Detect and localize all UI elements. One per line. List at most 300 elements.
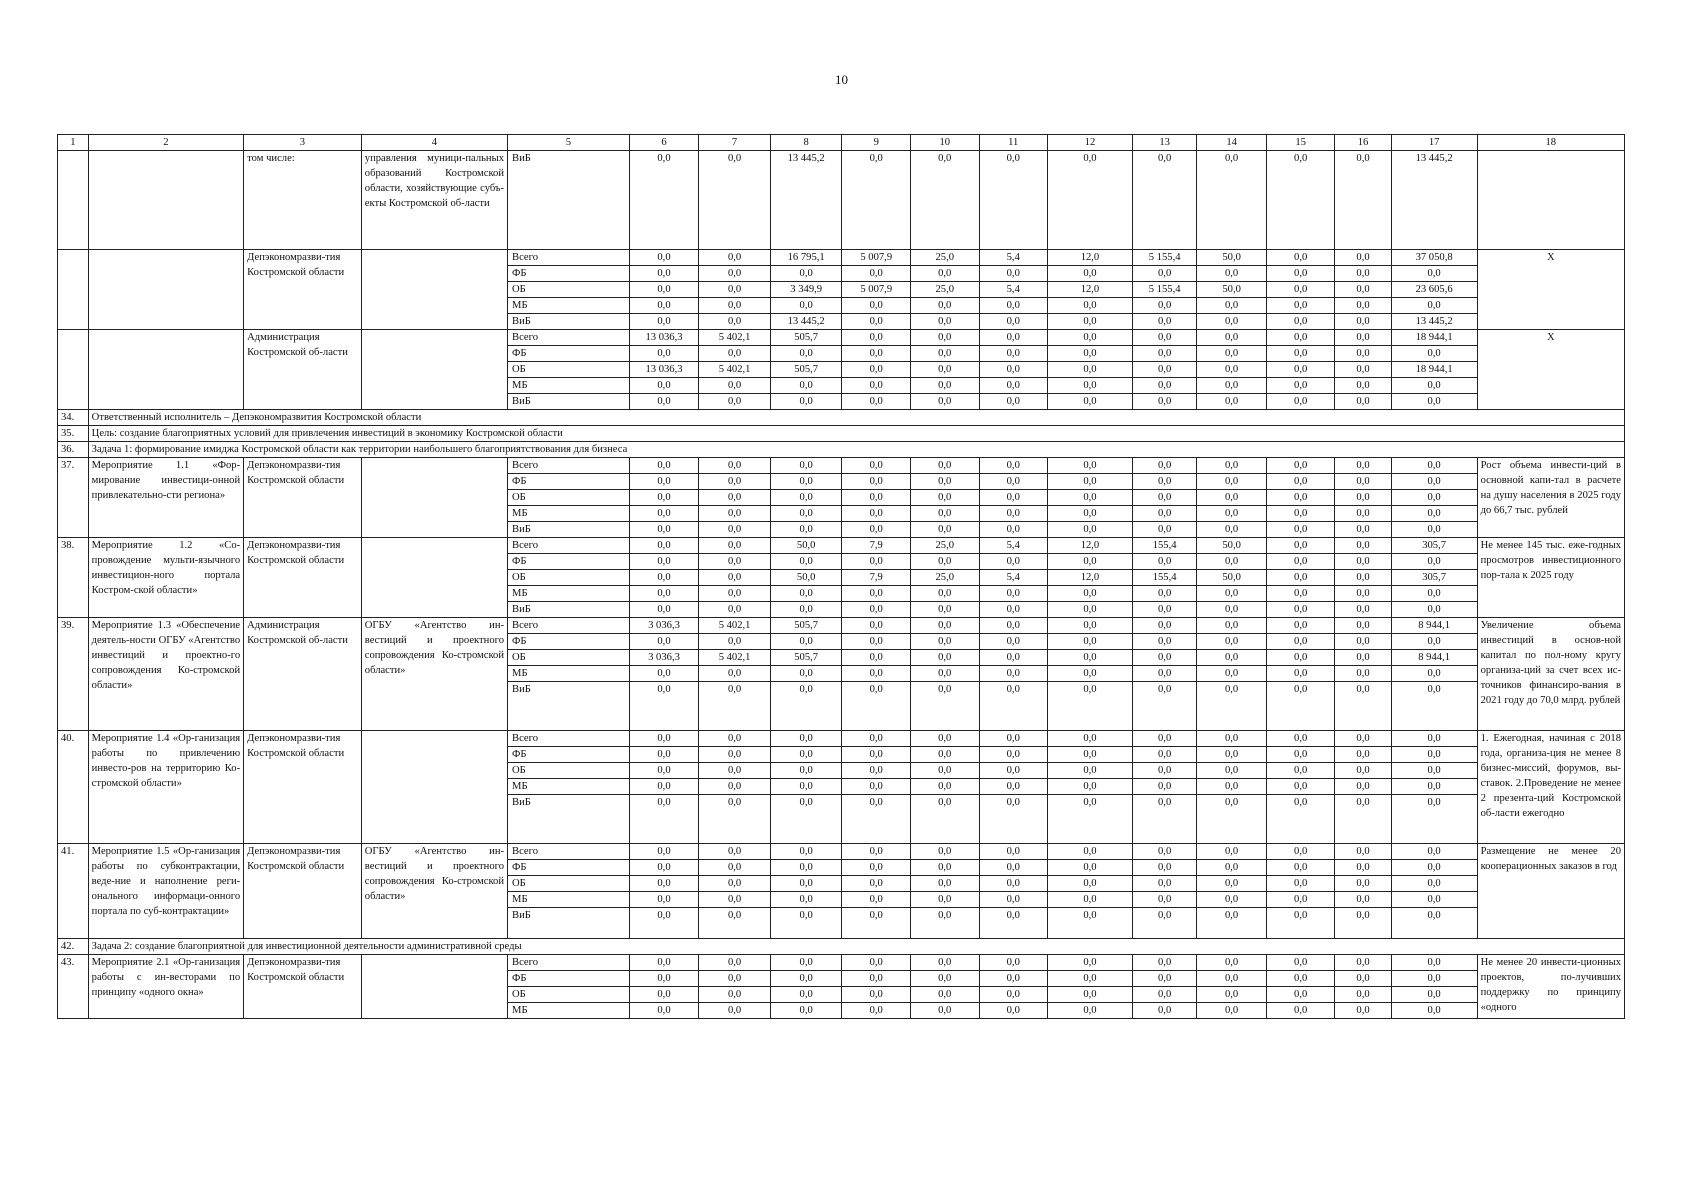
value-cell: 0,0 xyxy=(629,490,699,506)
column-number-cell: 3 xyxy=(244,135,362,151)
value-cell: 0,0 xyxy=(842,795,911,844)
section-row xyxy=(58,939,1625,955)
funding-source-cell: МБ xyxy=(508,779,630,795)
value-cell: 0,0 xyxy=(770,795,842,844)
result-cell: Размещение не менее 20 кооперационных заказов в год xyxy=(1477,844,1624,939)
value-cell: 0,0 xyxy=(699,682,771,731)
value-cell: 0,0 xyxy=(770,666,842,682)
column-number-cell: 14 xyxy=(1197,135,1267,151)
value-cell: 0,0 xyxy=(1132,987,1196,1003)
value-cell: 0,0 xyxy=(1197,330,1267,346)
funding-source-cell: ВиБ xyxy=(508,682,630,731)
value-cell: 0,0 xyxy=(842,908,911,939)
value-cell: 0,0 xyxy=(1335,987,1391,1003)
value-cell: 0,0 xyxy=(1048,554,1133,570)
value-cell: 0,0 xyxy=(979,955,1048,971)
value-cell: 0,0 xyxy=(1335,586,1391,602)
section-title-cell: Цель: создание благоприятных условий для привлечения инвестиций в экономику Костромской области xyxy=(88,426,1624,442)
value-cell: 13 036,3 xyxy=(629,330,699,346)
value-cell: 0,0 xyxy=(842,892,911,908)
value-cell: 13 445,2 xyxy=(770,314,842,330)
value-cell: 12,0 xyxy=(1048,282,1133,298)
value-cell: 0,0 xyxy=(1266,362,1335,378)
partner-cell xyxy=(361,538,507,618)
value-cell: 0,0 xyxy=(1266,378,1335,394)
value-cell: 0,0 xyxy=(1266,330,1335,346)
value-cell: 0,0 xyxy=(1048,151,1133,250)
value-cell: 0,0 xyxy=(979,314,1048,330)
value-cell: 0,0 xyxy=(770,844,842,860)
result-cell: Увеличение объема инвестиций в основ-ной капитал по пол-ному кругу организа-ций за счет всех ис-точников финансиро-вания в 2021 году до 70,0 млрд. рублей xyxy=(1477,618,1624,731)
value-cell: 0,0 xyxy=(910,266,979,282)
value-cell: 0,0 xyxy=(1197,266,1267,282)
funding-source-cell: ОБ xyxy=(508,490,630,506)
value-cell: 0,0 xyxy=(1391,955,1477,971)
value-cell: 0,0 xyxy=(1048,346,1133,362)
measure-cell xyxy=(88,250,243,330)
value-cell: 0,0 xyxy=(1391,892,1477,908)
value-cell: 0,0 xyxy=(770,860,842,876)
value-cell: 0,0 xyxy=(1391,987,1477,1003)
value-cell: 0,0 xyxy=(1197,955,1267,971)
value-cell: 0,0 xyxy=(629,570,699,586)
value-cell: 0,0 xyxy=(770,987,842,1003)
value-cell: 0,0 xyxy=(1132,1003,1196,1019)
column-number-cell: 10 xyxy=(910,135,979,151)
value-cell: 0,0 xyxy=(910,908,979,939)
value-cell: 0,0 xyxy=(910,522,979,538)
value-cell: 25,0 xyxy=(910,282,979,298)
value-cell: 0,0 xyxy=(1266,892,1335,908)
value-cell: 305,7 xyxy=(1391,570,1477,586)
value-cell: 0,0 xyxy=(910,876,979,892)
value-cell: 0,0 xyxy=(1335,266,1391,282)
value-cell: 0,0 xyxy=(699,1003,771,1019)
partner-cell xyxy=(361,250,507,330)
partner-cell xyxy=(361,330,507,410)
value-cell: 0,0 xyxy=(1391,763,1477,779)
funding-source-cell: ОБ xyxy=(508,876,630,892)
value-cell: 0,0 xyxy=(910,378,979,394)
value-cell: 0,0 xyxy=(1391,860,1477,876)
value-cell: 0,0 xyxy=(1048,650,1133,666)
value-cell: 0,0 xyxy=(1197,971,1267,987)
value-cell: 0,0 xyxy=(1335,892,1391,908)
value-cell: 0,0 xyxy=(1391,346,1477,362)
value-cell: 0,0 xyxy=(1048,987,1133,1003)
value-cell: 0,0 xyxy=(979,346,1048,362)
value-cell: 0,0 xyxy=(1048,666,1133,682)
value-cell: 0,0 xyxy=(629,795,699,844)
value-cell: 5 402,1 xyxy=(699,330,771,346)
value-cell: 0,0 xyxy=(1132,666,1196,682)
funding-source-cell: ОБ xyxy=(508,650,630,666)
value-cell: 0,0 xyxy=(770,474,842,490)
value-cell: 0,0 xyxy=(1132,731,1196,747)
value-cell: 0,0 xyxy=(979,682,1048,731)
partner-cell xyxy=(361,731,507,844)
value-cell: 0,0 xyxy=(1266,538,1335,554)
value-cell: 0,0 xyxy=(842,666,911,682)
value-cell: 0,0 xyxy=(1197,378,1267,394)
value-cell: 0,0 xyxy=(1335,362,1391,378)
value-cell: 0,0 xyxy=(979,554,1048,570)
column-number-cell: 18 xyxy=(1477,135,1624,151)
value-cell: 0,0 xyxy=(1266,250,1335,266)
value-cell: 0,0 xyxy=(1266,908,1335,939)
value-cell: 0,0 xyxy=(1266,618,1335,634)
value-cell: 0,0 xyxy=(770,747,842,763)
value-cell: 0,0 xyxy=(770,955,842,971)
funding-source-cell: ВиБ xyxy=(508,908,630,939)
value-cell: 0,0 xyxy=(1197,314,1267,330)
value-cell: 0,0 xyxy=(1132,474,1196,490)
value-cell: 0,0 xyxy=(1048,682,1133,731)
value-cell: 0,0 xyxy=(1132,522,1196,538)
value-cell: 0,0 xyxy=(1335,346,1391,362)
value-cell: 0,0 xyxy=(1132,314,1196,330)
value-cell: 0,0 xyxy=(1391,682,1477,731)
table-row xyxy=(58,458,1625,474)
value-cell: 25,0 xyxy=(910,250,979,266)
partner-cell xyxy=(361,955,507,1019)
value-cell: 0,0 xyxy=(1335,474,1391,490)
value-cell: 0,0 xyxy=(1197,795,1267,844)
value-cell: 0,0 xyxy=(842,266,911,282)
index-cell xyxy=(58,151,89,250)
funding-source-cell: ОБ xyxy=(508,282,630,298)
value-cell: 0,0 xyxy=(842,586,911,602)
value-cell: 0,0 xyxy=(1048,522,1133,538)
value-cell: 0,0 xyxy=(910,955,979,971)
value-cell: 7,9 xyxy=(842,538,911,554)
result-cell: Рост объема инвести-ций в основной капи-тал в расчете на душу населения в 2025 году до 66,7 тыс. рублей xyxy=(1477,458,1624,538)
measure-cell: Мероприятие 1.2 «Со-провождение мульти-язычного инвестицион-ного портала Костром-ской области» xyxy=(88,538,243,618)
column-number-cell: 2 xyxy=(88,135,243,151)
measure-cell xyxy=(88,330,243,410)
value-cell: 0,0 xyxy=(910,731,979,747)
value-cell: 0,0 xyxy=(1266,795,1335,844)
value-cell: 0,0 xyxy=(1197,650,1267,666)
value-cell: 0,0 xyxy=(1048,795,1133,844)
value-cell: 0,0 xyxy=(1048,908,1133,939)
value-cell: 0,0 xyxy=(1132,266,1196,282)
value-cell: 0,0 xyxy=(1266,860,1335,876)
funding-source-cell: МБ xyxy=(508,892,630,908)
value-cell: 0,0 xyxy=(1048,314,1133,330)
value-cell: 0,0 xyxy=(1132,554,1196,570)
value-cell: 0,0 xyxy=(629,151,699,250)
value-cell: 0,0 xyxy=(979,987,1048,1003)
executor-cell: Администрация Костромской об-ласти xyxy=(244,618,362,731)
value-cell: 0,0 xyxy=(1197,763,1267,779)
value-cell: 0,0 xyxy=(1335,618,1391,634)
funding-source-cell: ФБ xyxy=(508,971,630,987)
index-cell: 40. xyxy=(58,731,89,844)
value-cell: 0,0 xyxy=(979,971,1048,987)
table-row xyxy=(58,538,1625,554)
value-cell: 0,0 xyxy=(629,844,699,860)
value-cell: 0,0 xyxy=(1132,779,1196,795)
value-cell: 0,0 xyxy=(1266,602,1335,618)
funding-source-cell: МБ xyxy=(508,298,630,314)
table-row xyxy=(58,330,1625,346)
value-cell: 0,0 xyxy=(1335,314,1391,330)
index-cell: 34. xyxy=(58,410,89,426)
value-cell: 505,7 xyxy=(770,650,842,666)
value-cell: 0,0 xyxy=(1048,876,1133,892)
value-cell: 0,0 xyxy=(629,554,699,570)
value-cell: 5 402,1 xyxy=(699,362,771,378)
value-cell: 0,0 xyxy=(1391,971,1477,987)
index-cell: 42. xyxy=(58,939,89,955)
value-cell: 0,0 xyxy=(1197,876,1267,892)
value-cell: 0,0 xyxy=(699,844,771,860)
value-cell: 0,0 xyxy=(910,779,979,795)
value-cell: 0,0 xyxy=(770,346,842,362)
value-cell: 37 050,8 xyxy=(1391,250,1477,266)
partner-cell: ОГБУ «Агентство ин-вестиций и проектного сопровождения Ко-стромской области» xyxy=(361,618,507,731)
value-cell: 0,0 xyxy=(699,490,771,506)
funding-source-cell: ФБ xyxy=(508,634,630,650)
value-cell: 0,0 xyxy=(1335,282,1391,298)
value-cell: 0,0 xyxy=(1266,151,1335,250)
value-cell: 0,0 xyxy=(1197,490,1267,506)
value-cell: 0,0 xyxy=(1048,378,1133,394)
value-cell: 0,0 xyxy=(979,731,1048,747)
value-cell: 0,0 xyxy=(1048,1003,1133,1019)
value-cell: 0,0 xyxy=(979,844,1048,860)
value-cell: 0,0 xyxy=(910,394,979,410)
funding-source-cell: ФБ xyxy=(508,747,630,763)
index-cell: 38. xyxy=(58,538,89,618)
program-table xyxy=(57,134,1625,1019)
section-title-cell: Ответственный исполнитель – Депэкономразвития Костромской области xyxy=(88,410,1624,426)
value-cell: 0,0 xyxy=(979,779,1048,795)
value-cell: 0,0 xyxy=(1391,522,1477,538)
value-cell: 0,0 xyxy=(1391,844,1477,860)
result-cell: Х xyxy=(1477,250,1624,330)
value-cell: 0,0 xyxy=(1391,747,1477,763)
funding-source-cell: ФБ xyxy=(508,346,630,362)
value-cell: 0,0 xyxy=(629,860,699,876)
value-cell: 0,0 xyxy=(1197,586,1267,602)
value-cell: 0,0 xyxy=(1048,955,1133,971)
value-cell: 0,0 xyxy=(1266,394,1335,410)
value-cell: 0,0 xyxy=(842,634,911,650)
value-cell: 0,0 xyxy=(699,763,771,779)
value-cell: 0,0 xyxy=(1132,634,1196,650)
value-cell: 0,0 xyxy=(842,987,911,1003)
value-cell: 0,0 xyxy=(1266,298,1335,314)
value-cell: 0,0 xyxy=(842,314,911,330)
value-cell: 23 605,6 xyxy=(1391,282,1477,298)
value-cell: 0,0 xyxy=(1266,763,1335,779)
value-cell: 0,0 xyxy=(1266,314,1335,330)
value-cell: 0,0 xyxy=(1335,682,1391,731)
measure-cell xyxy=(88,151,243,250)
value-cell: 0,0 xyxy=(1132,795,1196,844)
value-cell: 0,0 xyxy=(842,458,911,474)
value-cell: 12,0 xyxy=(1048,538,1133,554)
value-cell: 0,0 xyxy=(629,892,699,908)
funding-source-cell: ФБ xyxy=(508,474,630,490)
value-cell: 0,0 xyxy=(1391,458,1477,474)
value-cell: 8 944,1 xyxy=(1391,618,1477,634)
value-cell: 0,0 xyxy=(1132,298,1196,314)
result-cell: Х xyxy=(1477,330,1624,410)
column-number-row xyxy=(58,135,1625,151)
value-cell: 0,0 xyxy=(1335,458,1391,474)
value-cell: 0,0 xyxy=(842,330,911,346)
value-cell: 0,0 xyxy=(699,314,771,330)
value-cell: 0,0 xyxy=(1048,602,1133,618)
value-cell: 505,7 xyxy=(770,618,842,634)
value-cell: 0,0 xyxy=(1197,666,1267,682)
value-cell: 0,0 xyxy=(1391,731,1477,747)
value-cell: 0,0 xyxy=(1197,731,1267,747)
value-cell: 0,0 xyxy=(979,362,1048,378)
value-cell: 0,0 xyxy=(1048,892,1133,908)
value-cell: 0,0 xyxy=(1391,876,1477,892)
value-cell: 0,0 xyxy=(979,602,1048,618)
value-cell: 0,0 xyxy=(1266,682,1335,731)
value-cell: 0,0 xyxy=(979,908,1048,939)
value-cell: 0,0 xyxy=(770,971,842,987)
value-cell: 0,0 xyxy=(1266,987,1335,1003)
value-cell: 0,0 xyxy=(629,506,699,522)
value-cell: 0,0 xyxy=(979,860,1048,876)
executor-cell: том числе: xyxy=(244,151,362,250)
funding-source-cell: МБ xyxy=(508,666,630,682)
value-cell: 0,0 xyxy=(1132,490,1196,506)
measure-cell: Мероприятие 1.1 «Фор-мирование инвестици-онной привлекательно-сти региона» xyxy=(88,458,243,538)
value-cell: 0,0 xyxy=(770,634,842,650)
funding-source-cell: Всего xyxy=(508,330,630,346)
partner-cell: управления муници-пальных образований Костромской области, хозяйствующие субъ-екты Костромской об-ласти xyxy=(361,151,507,250)
funding-source-cell: Всего xyxy=(508,458,630,474)
value-cell: 0,0 xyxy=(1132,682,1196,731)
funding-source-cell: Всего xyxy=(508,250,630,266)
value-cell: 0,0 xyxy=(1197,602,1267,618)
value-cell: 0,0 xyxy=(979,666,1048,682)
index-cell: 36. xyxy=(58,442,89,458)
value-cell: 0,0 xyxy=(770,586,842,602)
value-cell: 0,0 xyxy=(1266,458,1335,474)
value-cell: 0,0 xyxy=(979,490,1048,506)
value-cell: 0,0 xyxy=(1132,763,1196,779)
value-cell: 0,0 xyxy=(910,666,979,682)
value-cell: 0,0 xyxy=(1266,779,1335,795)
value-cell: 0,0 xyxy=(910,892,979,908)
value-cell: 0,0 xyxy=(842,650,911,666)
value-cell: 0,0 xyxy=(1266,971,1335,987)
value-cell: 5 402,1 xyxy=(699,650,771,666)
value-cell: 0,0 xyxy=(1048,860,1133,876)
value-cell: 0,0 xyxy=(1132,378,1196,394)
value-cell: 0,0 xyxy=(842,747,911,763)
column-number-cell: 9 xyxy=(842,135,911,151)
value-cell: 0,0 xyxy=(1266,666,1335,682)
value-cell: 0,0 xyxy=(910,634,979,650)
value-cell: 0,0 xyxy=(699,586,771,602)
value-cell: 0,0 xyxy=(910,298,979,314)
value-cell: 0,0 xyxy=(1132,892,1196,908)
value-cell: 0,0 xyxy=(1266,844,1335,860)
value-cell: 0,0 xyxy=(979,795,1048,844)
value-cell: 0,0 xyxy=(699,666,771,682)
value-cell: 0,0 xyxy=(770,266,842,282)
value-cell: 0,0 xyxy=(910,747,979,763)
value-cell: 0,0 xyxy=(629,474,699,490)
value-cell: 0,0 xyxy=(1335,731,1391,747)
table-row xyxy=(58,618,1625,634)
value-cell: 0,0 xyxy=(1132,747,1196,763)
section-row xyxy=(58,442,1625,458)
value-cell: 0,0 xyxy=(1335,779,1391,795)
value-cell: 0,0 xyxy=(1197,844,1267,860)
value-cell: 13 445,2 xyxy=(1391,314,1477,330)
value-cell: 0,0 xyxy=(1335,602,1391,618)
value-cell: 0,0 xyxy=(1132,844,1196,860)
column-number-cell: 7 xyxy=(699,135,771,151)
funding-source-cell: ВиБ xyxy=(508,314,630,330)
value-cell: 0,0 xyxy=(1266,522,1335,538)
value-cell: 0,0 xyxy=(910,971,979,987)
partner-cell: ОГБУ «Агентство ин-вестиций и проектного сопровождения Ко-стромской области» xyxy=(361,844,507,939)
value-cell: 0,0 xyxy=(1266,346,1335,362)
value-cell: 0,0 xyxy=(842,151,911,250)
column-number-cell: 8 xyxy=(770,135,842,151)
value-cell: 0,0 xyxy=(699,266,771,282)
value-cell: 0,0 xyxy=(699,538,771,554)
value-cell: 5 402,1 xyxy=(699,618,771,634)
value-cell: 0,0 xyxy=(979,522,1048,538)
value-cell: 50,0 xyxy=(1197,250,1267,266)
value-cell: 0,0 xyxy=(629,314,699,330)
index-cell: 37. xyxy=(58,458,89,538)
value-cell: 0,0 xyxy=(910,586,979,602)
value-cell: 5,4 xyxy=(979,250,1048,266)
value-cell: 0,0 xyxy=(1391,298,1477,314)
value-cell: 0,0 xyxy=(699,346,771,362)
executor-cell: Депэкономразви-тия Костромской области xyxy=(244,458,362,538)
funding-source-cell: Всего xyxy=(508,731,630,747)
column-number-cell: 16 xyxy=(1335,135,1391,151)
value-cell: 0,0 xyxy=(770,682,842,731)
value-cell: 0,0 xyxy=(1048,779,1133,795)
value-cell: 0,0 xyxy=(1048,586,1133,602)
value-cell: 155,4 xyxy=(1132,570,1196,586)
funding-source-cell: ФБ xyxy=(508,554,630,570)
index-cell: 39. xyxy=(58,618,89,731)
funding-source-cell: ОБ xyxy=(508,987,630,1003)
value-cell: 0,0 xyxy=(1197,618,1267,634)
value-cell: 0,0 xyxy=(910,1003,979,1019)
section-title-cell: Задача 2: создание благоприятной для инвестиционной деятельности административной среды xyxy=(88,939,1624,955)
value-cell: 0,0 xyxy=(842,876,911,892)
value-cell: 0,0 xyxy=(842,763,911,779)
value-cell: 0,0 xyxy=(1391,1003,1477,1019)
value-cell: 3 036,3 xyxy=(629,650,699,666)
value-cell: 0,0 xyxy=(910,506,979,522)
value-cell: 0,0 xyxy=(1197,362,1267,378)
value-cell: 0,0 xyxy=(910,474,979,490)
value-cell: 0,0 xyxy=(1197,298,1267,314)
value-cell: 8 944,1 xyxy=(1391,650,1477,666)
value-cell: 0,0 xyxy=(699,908,771,939)
value-cell: 0,0 xyxy=(1048,490,1133,506)
